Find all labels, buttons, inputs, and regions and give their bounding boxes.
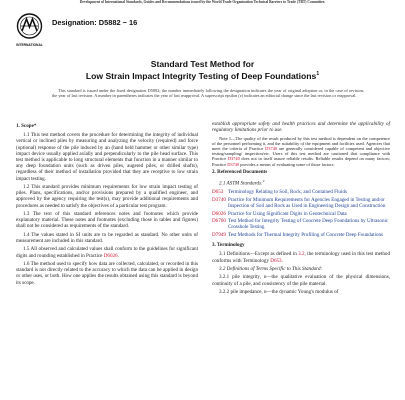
paragraph-1-2: 1.2 This standard provides minimum requirements for low strain impact testing of piles. Plans, specifications, and/or provisions prepared by a qualified engineer, and approved by the agency requiring the test(s), may provide additional requirements and procedures as needed to satisfy the objectives of a particular test program. [16,184,198,209]
link-d653[interactable]: D653 [270,257,282,264]
link-d6026[interactable]: D6026 [103,252,118,259]
title-main: Low Strain Impact Integrity Testing of Deep Foundations [85,70,317,81]
link-d3740-1[interactable]: D3740 [265,146,278,151]
right-column [212,121,390,297]
issuance-note: This standard is issued under the fixed designation D5882; the number immediately following the designation indicates the year of original adoption or, in the case of revision, the year of last revision. A number in parentheses indicates the year of last reapproval. A superscript epsilon (ε) indicates an editorial change since the last revision or reapproval. [52,88,364,99]
title-footnote-mark: 1 [316,71,320,77]
paragraph-1-4: 1.4 The values stated in SI units are to be regarded as standard. No other units of measurement are included in this standard. [16,231,198,245]
page-bottom-edge [0,395,405,400]
paragraph-3-2-2: 3.2.2 pile impedance, n—the dynamic Young's modulus of [219,289,339,296]
paragraph-3-2: 3.2 Definitions of Terms Specific to This Standard: [219,266,323,273]
paragraph-1-6: 1.6 The method used to specify how data are collected, calculated, or recorded in this standard is not directly related to the accuracy to which the data can be applied in design or other uses, or both. How one applies the results obtained using this standard is beyond its scope. [16,261,198,286]
note-1: Note 1—The quality of the result produced by this test method is dependent on the competence of the personnel performing it, and the suitability of the equipment and facilities used. Agencies that meet the criteria of Practice D3740 are generally considered capable of competent and objective testing/sampling/ inspection/etc. Users of this test method are cautioned that compliance with Practice D3740 does not in itself assure reliable results. Reliable results depend on many factors; Practice D3740 provides a means of evaluating some of those factors. [212,135,390,167]
section-heading-scope: 1. Scope* [16,123,37,129]
title-line-1: Standard Test Method for [150,59,255,69]
title-line-2 [0,69,405,81]
section-heading-terminology: 3. Terminology [212,242,245,249]
reference-item[interactable]: D6760 Test Method for Integrity Testing of Concrete Deep Foundations by Ultrasonic Crosshole Testing [212,218,389,231]
paragraph-3-1: 3.1 Definitions—Except as defined in 3.2, the terminology used in this test method conforms with Terminology D653. [212,251,390,264]
distribution-notice: Development of International Standards, Guides and Recommendations issued by the World Trade Organization Technical Barriers to Trade (TBT) Committee. [79,0,326,4]
reference-item[interactable]: D653 Terminology Relating to Soil, Rock, and Contained Fluids [212,189,347,196]
paragraph-1-5: 1.5 All observed and calculated values shall conform to the guidelines for significant digits and rounding established in Practice D6026. [16,246,198,259]
link-d3740-3[interactable]: D3740 [227,161,240,167]
paragraph-1-3: 1.3 The text of this standard references notes and footnotes which provide explanatory material. These notes and footnotes (excluding those in tables and figures) shall not be considered as requirements of the standard. [16,211,198,230]
section-heading-referenced-documents: 2. Referenced Documents [212,169,268,175]
paragraph-1-1: 1.1 This test method covers the procedure for determining the integrity of individual vertical or inclined piles by measuring and analyzing the velocity (required) and force (optional) response of the pile induced by an (hand held hammer or other similar type) impact device usually applied axially and perpendicularly to the pile head surface. This test method is applicable to long structural elements that function in a manner similar to any deep foundation units (such as driven piles, augered piles, or drilled shafts), regardless of their method of installation provided that they are receptive to low strain impact testing. [16,132,198,182]
reference-item[interactable]: D3740 Practice for Minimum Requirements for Agencies Engaged in Testing and/or Inspection of Soil and Rock as Used in Engineering Design and Construction [212,196,386,209]
continued-text: establish appropriate safety and health practices and determine the applicability of regulatory limitations prior to use. [212,121,390,134]
left-column [16,121,198,288]
designation: Designation: D5882 − 16 [52,18,138,27]
link-3-2[interactable]: 3.2 [298,251,305,258]
link-d3740-2[interactable]: D3740 [227,156,240,162]
reference-item[interactable]: D7949 Test Methods for Thermal Integrity Profiling of Concrete Deep Foundations [212,232,384,239]
astm-logo-icon [16,13,43,51]
paragraph-3-2-1: 3.2.1 pile integrity, n—the qualitative evaluation of the physical dimensions, continuity of a pile, and consistency of the pile material. [212,274,390,287]
astm-standards-subheading: 2.1 ASTM Standards:$^2$ [219,179,265,187]
reference-item[interactable]: D6026 Practice for Using Significant Digits in Geotechnical Data [212,210,347,217]
logo-text: INTERNATIONAL [16,43,43,47]
